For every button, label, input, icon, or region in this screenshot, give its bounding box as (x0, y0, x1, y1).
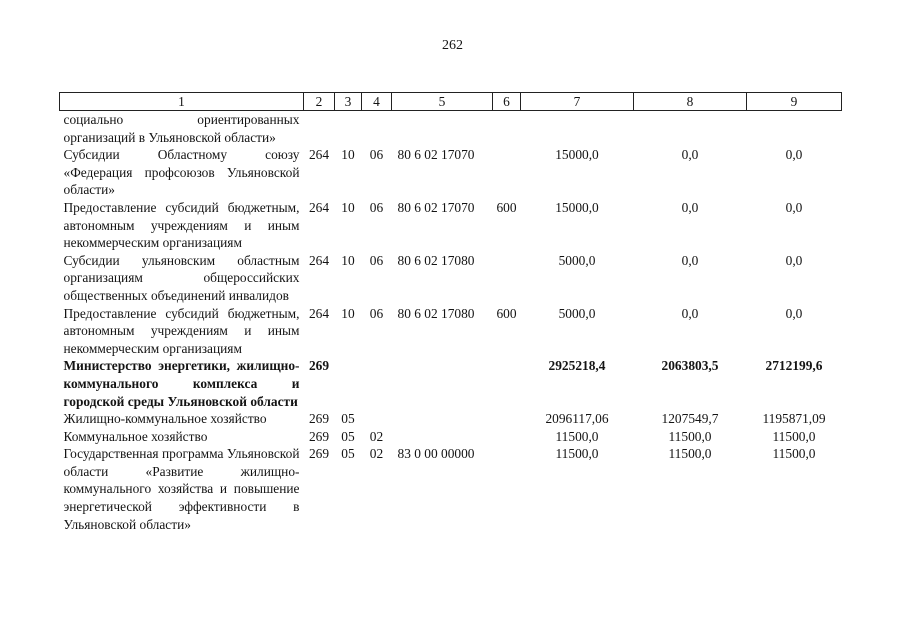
cell-c8: 11500,0 (668, 446, 712, 462)
cell-c3: 05 (341, 411, 355, 427)
table-row (60, 252, 842, 305)
table-row (60, 428, 842, 446)
cell-c8: 0,0 (681, 199, 699, 215)
row-name: Министерство энергетики, жилищно-коммунального комплекса и городской среды Ульяновской области (63, 358, 300, 409)
cell-c2 (304, 111, 335, 147)
cell-c6 (493, 146, 521, 199)
cell-c5: 83 0 00 00000 (397, 446, 475, 462)
cell-c6 (493, 410, 521, 428)
cell-c6 (493, 445, 521, 533)
cell-c5 (392, 410, 493, 428)
cell-c6: 600 (496, 199, 517, 215)
cell-c7: 11500,0 (555, 428, 599, 444)
table-row (60, 410, 842, 428)
cell-c7: 5000,0 (558, 305, 596, 321)
cell-c9: 0,0 (785, 199, 803, 215)
column-header: 9 (747, 93, 842, 111)
table-row (60, 357, 842, 410)
cell-c3: 10 (341, 252, 355, 268)
cell-c4 (362, 111, 392, 147)
row-name: Предоставление субсидий бюджетным, автономным учреждениям и иным некоммерческим организациям (63, 305, 300, 356)
cell-c9 (747, 111, 842, 147)
cell-c4: 06 (369, 252, 384, 268)
cell-c2: 264 (308, 252, 330, 268)
cell-c6 (493, 252, 521, 305)
cell-c2: 264 (308, 199, 330, 215)
cell-c4: 02 (369, 446, 384, 462)
column-header: 5 (392, 93, 493, 111)
cell-c2: 269 (308, 446, 330, 462)
column-header: 1 (60, 93, 304, 111)
table-row (60, 445, 842, 533)
cell-c3: 05 (341, 446, 355, 462)
cell-c4: 06 (369, 305, 384, 321)
cell-c8: 2063803,5 (661, 358, 719, 374)
cell-c5: 80 6 02 17080 (397, 252, 475, 268)
cell-c8: 11500,0 (668, 428, 712, 444)
cell-c7: 2925218,4 (548, 358, 606, 374)
cell-c7: 2096117,06 (545, 411, 609, 427)
cell-c8: 0,0 (681, 252, 699, 268)
table-row (60, 111, 842, 147)
column-header: 7 (521, 93, 634, 111)
cell-c3: 10 (341, 199, 355, 215)
column-header: 6 (493, 93, 521, 111)
cell-c8 (634, 111, 747, 147)
budget-table (59, 92, 842, 533)
cell-c6: 600 (496, 305, 517, 321)
cell-c4: 02 (369, 428, 384, 444)
cell-c2: 269 (308, 411, 330, 427)
cell-c3: 10 (341, 147, 355, 163)
cell-c9: 2712199,6 (765, 358, 823, 374)
cell-c2: 264 (308, 147, 330, 163)
row-name: Государственная программа Ульяновской области «Развитие жилищно-коммунального хозяйства и повышение энергетической эффективности в Ульяновской области» (63, 446, 300, 532)
table-header-row (60, 93, 842, 111)
cell-c4 (362, 357, 392, 410)
cell-c7: 15000,0 (555, 147, 599, 163)
cell-c8: 0,0 (681, 147, 699, 163)
column-header: 3 (335, 93, 362, 111)
cell-c6 (493, 428, 521, 446)
row-name: Субсидии Областному союзу «Федерация профсоюзов Ульяновской области» (63, 147, 300, 198)
row-name: социально ориентированных организаций в Ульяновской области» (63, 112, 300, 145)
cell-c7: 15000,0 (555, 199, 599, 215)
cell-c8: 0,0 (681, 305, 699, 321)
table-row (60, 305, 842, 358)
column-header: 2 (304, 93, 335, 111)
cell-c5 (392, 111, 493, 147)
cell-c9: 0,0 (785, 305, 803, 321)
cell-c9: 0,0 (785, 252, 803, 268)
row-name: Жилищно-коммунальное хозяйство (63, 411, 267, 427)
table-row (60, 199, 842, 252)
cell-c2: 269 (308, 358, 330, 374)
cell-c3: 05 (341, 428, 355, 444)
cell-c2: 264 (308, 305, 330, 321)
cell-c7: 5000,0 (558, 252, 596, 268)
row-name: Субсидии ульяновским областным организациям общероссийских общественных объединений инвалидов (63, 252, 300, 303)
cell-c3 (335, 111, 362, 147)
row-name: Коммунальное хозяйство (63, 428, 208, 444)
column-header: 4 (362, 93, 392, 111)
cell-c9: 0,0 (785, 147, 803, 163)
cell-c4 (362, 410, 392, 428)
cell-c5: 80 6 02 17070 (397, 147, 475, 163)
cell-c8: 1207549,7 (661, 411, 719, 427)
cell-c2: 269 (308, 428, 330, 444)
cell-c7 (521, 111, 634, 147)
cell-c4: 06 (369, 147, 384, 163)
cell-c3: 10 (341, 305, 355, 321)
cell-c6 (493, 357, 521, 410)
cell-c6 (493, 111, 521, 147)
column-header: 8 (634, 93, 747, 111)
cell-c5: 80 6 02 17070 (397, 199, 475, 215)
cell-c4: 06 (369, 199, 384, 215)
page-number: 262 (442, 38, 463, 53)
cell-c5: 80 6 02 17080 (397, 305, 475, 321)
row-name: Предоставление субсидий бюджетным, автономным учреждениям и иным некоммерческим организациям (63, 199, 300, 251)
cell-c5 (392, 428, 493, 446)
cell-c3 (335, 357, 362, 410)
cell-c9: 11500,0 (772, 446, 816, 462)
cell-c7: 11500,0 (555, 446, 599, 462)
cell-c9: 11500,0 (772, 428, 816, 444)
table-row (60, 146, 842, 199)
cell-c5 (392, 357, 493, 410)
cell-c9: 1195871,09 (762, 411, 826, 427)
